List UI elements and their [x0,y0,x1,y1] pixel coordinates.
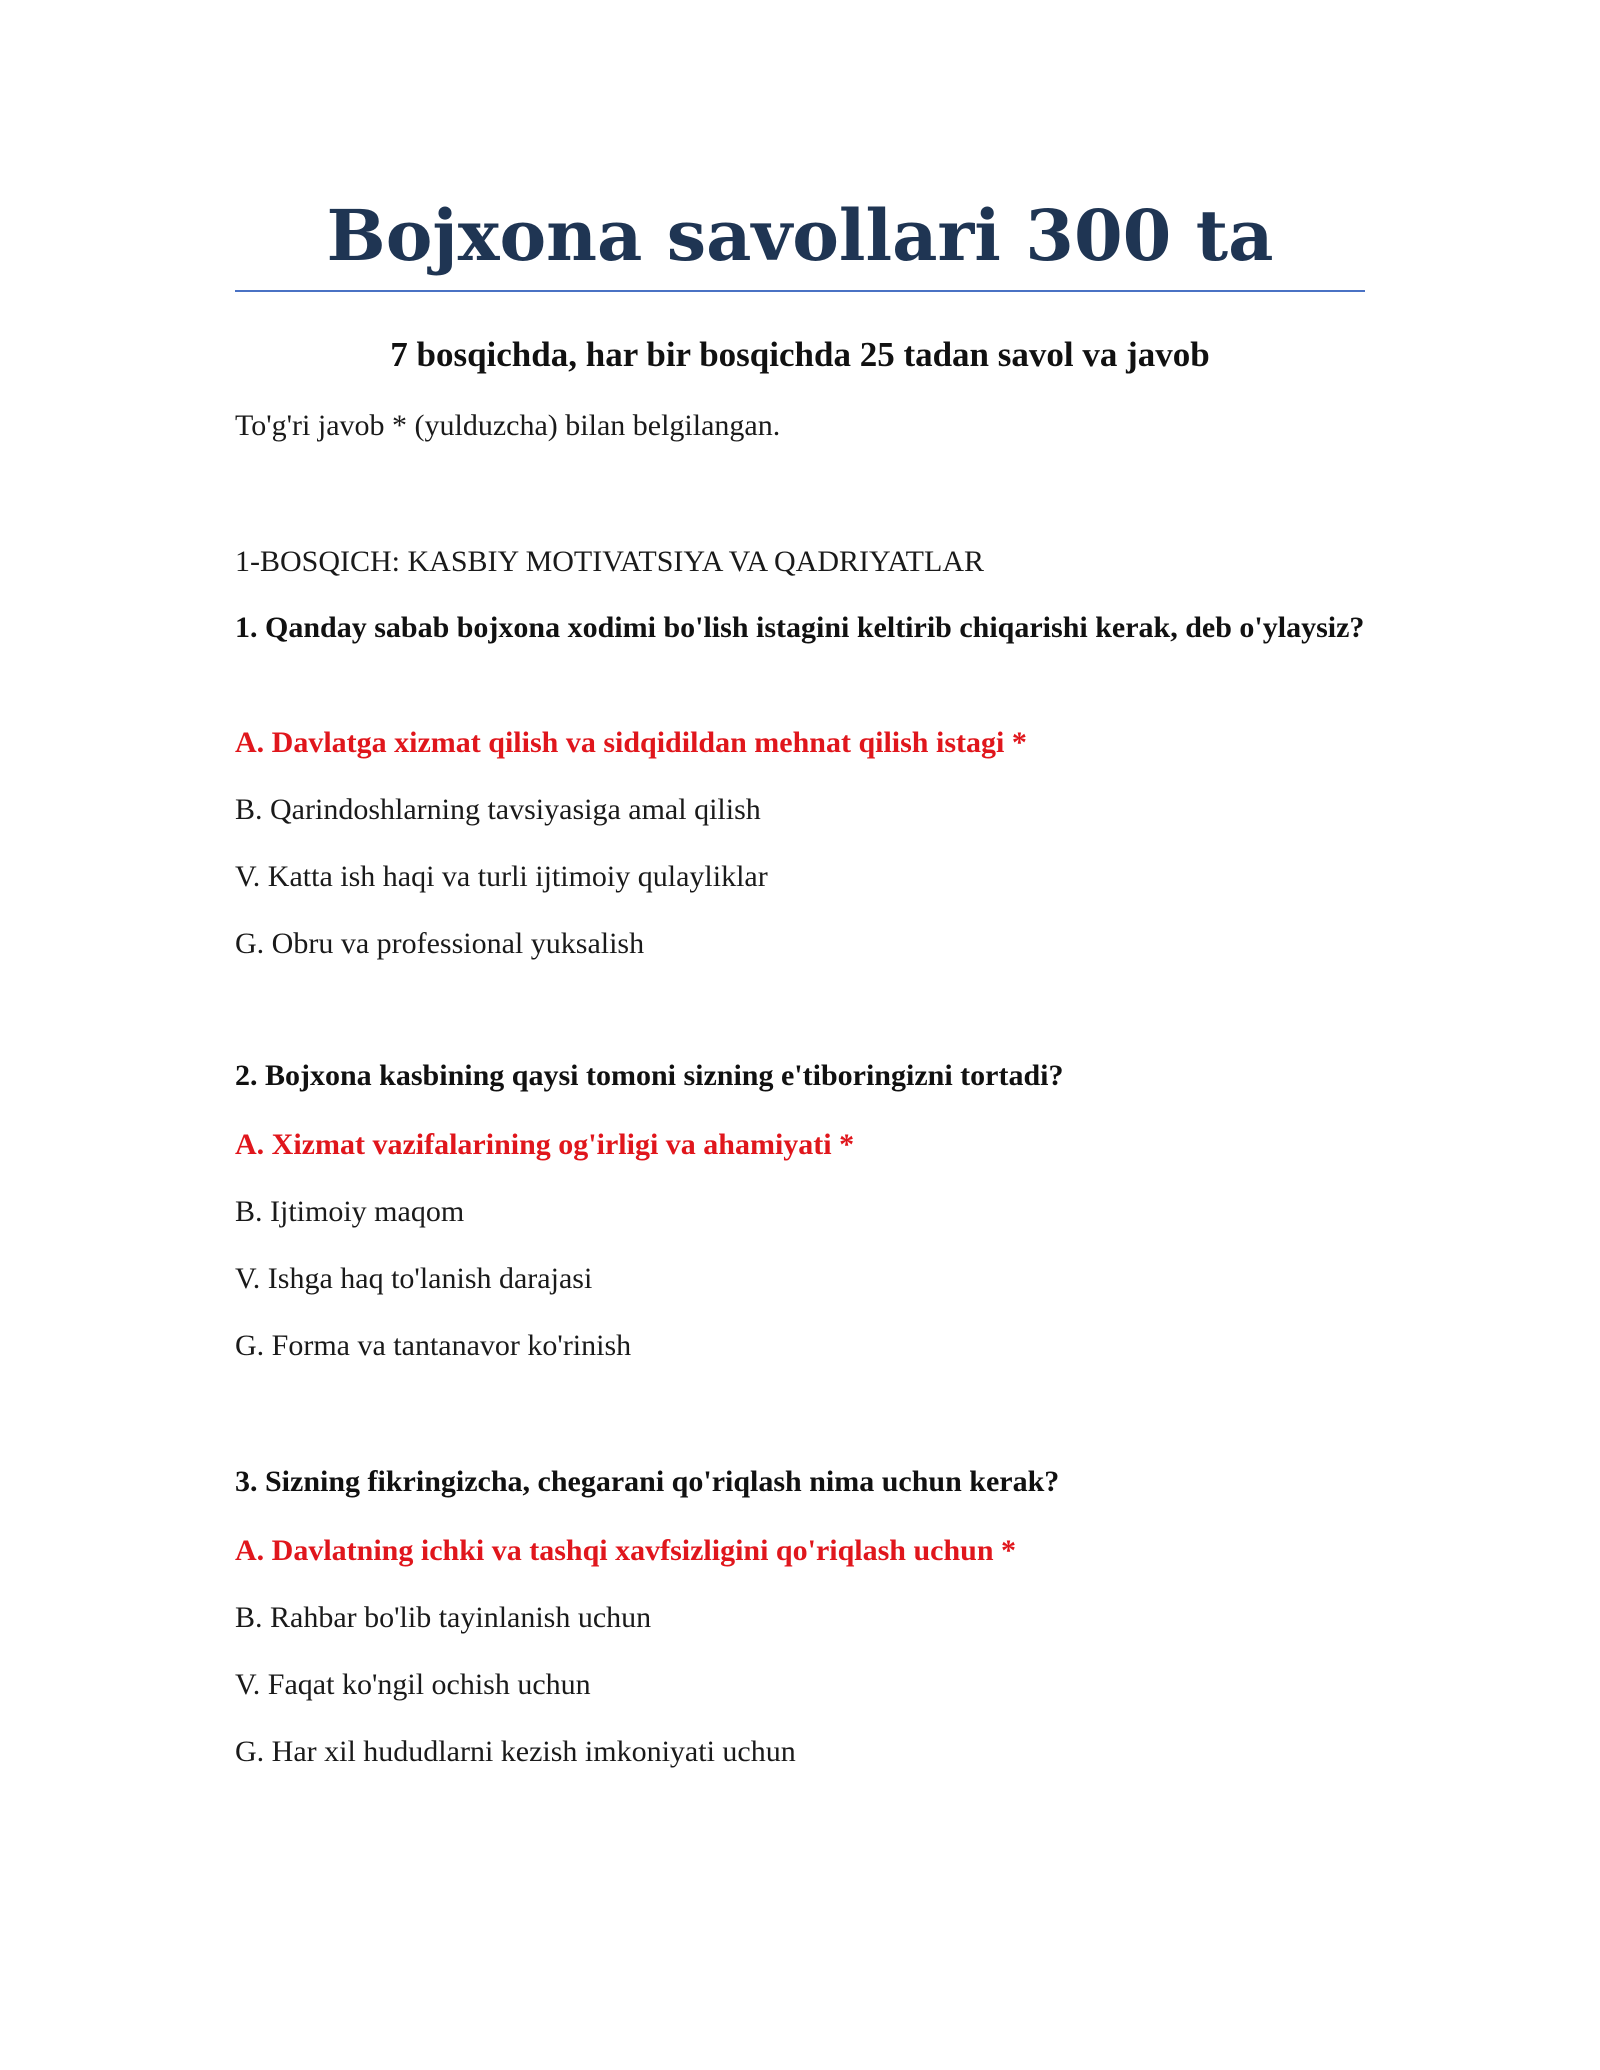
question-text: 3. Sizning fikringizcha, chegarani qo'riqlash nima uchun kerak? [235,1465,1060,1498]
answer-option-correct: A. Davlatning ichki va tashqi xavfsizligini qo'riqlash uchun * [235,1534,1017,1567]
document-subtitle: 7 bosqichda, har bir bosqichda 25 tadan savol va javob [390,335,1210,374]
question-block-2 [235,1055,1365,1368]
stage-heading: 1-BOSQICH: KASBIY MOTIVATSIYA VA QADRIYATLAR [235,545,984,578]
answer-option-correct: A. Davlatga xizmat qilish va sidqidildan mehnat qilish istagi * [235,726,1027,759]
answer-option: V. Ishga haq to'lanish darajasi [235,1262,593,1295]
answer-key-note: To'g'ri javob * (yulduzcha) bilan belgilangan. [235,409,781,442]
document-title: Bojxona savollari 300 ta [326,194,1274,277]
title-underline-divider [235,290,1365,292]
question-text: 1. Qanday sabab bojxona xodimi bo'lish istagini keltirib chiqarishi kerak, deb o'ylaysiz? [235,611,1365,644]
answer-option: G. Obru va professional yuksalish [235,927,645,960]
answer-option: G. Forma va tantanavor ko'rinish [235,1329,632,1362]
question-block-1 [235,607,1365,966]
answer-option: B. Qarindoshlarning tavsiyasiga amal qilish [235,793,761,826]
answer-option: V. Katta ish haqi va turli ijtimoiy qulayliklar [235,860,768,893]
answer-option-correct: A. Xizmat vazifalarining og'irligi va ahamiyati * [235,1128,855,1161]
answer-option: B. Rahbar bo'lib tayinlanish uchun [235,1601,652,1634]
answer-option: B. Ijtimoiy maqom [235,1195,465,1228]
answer-option: G. Har xil hududlarni kezish imkoniyati uchun [235,1735,796,1768]
question-block-3 [235,1461,1365,1774]
question-text: 2. Bojxona kasbining qaysi tomoni sizning e'tiboringizni tortadi? [235,1059,1064,1092]
answer-option: V. Faqat ko'ngil ochish uchun [235,1668,591,1701]
